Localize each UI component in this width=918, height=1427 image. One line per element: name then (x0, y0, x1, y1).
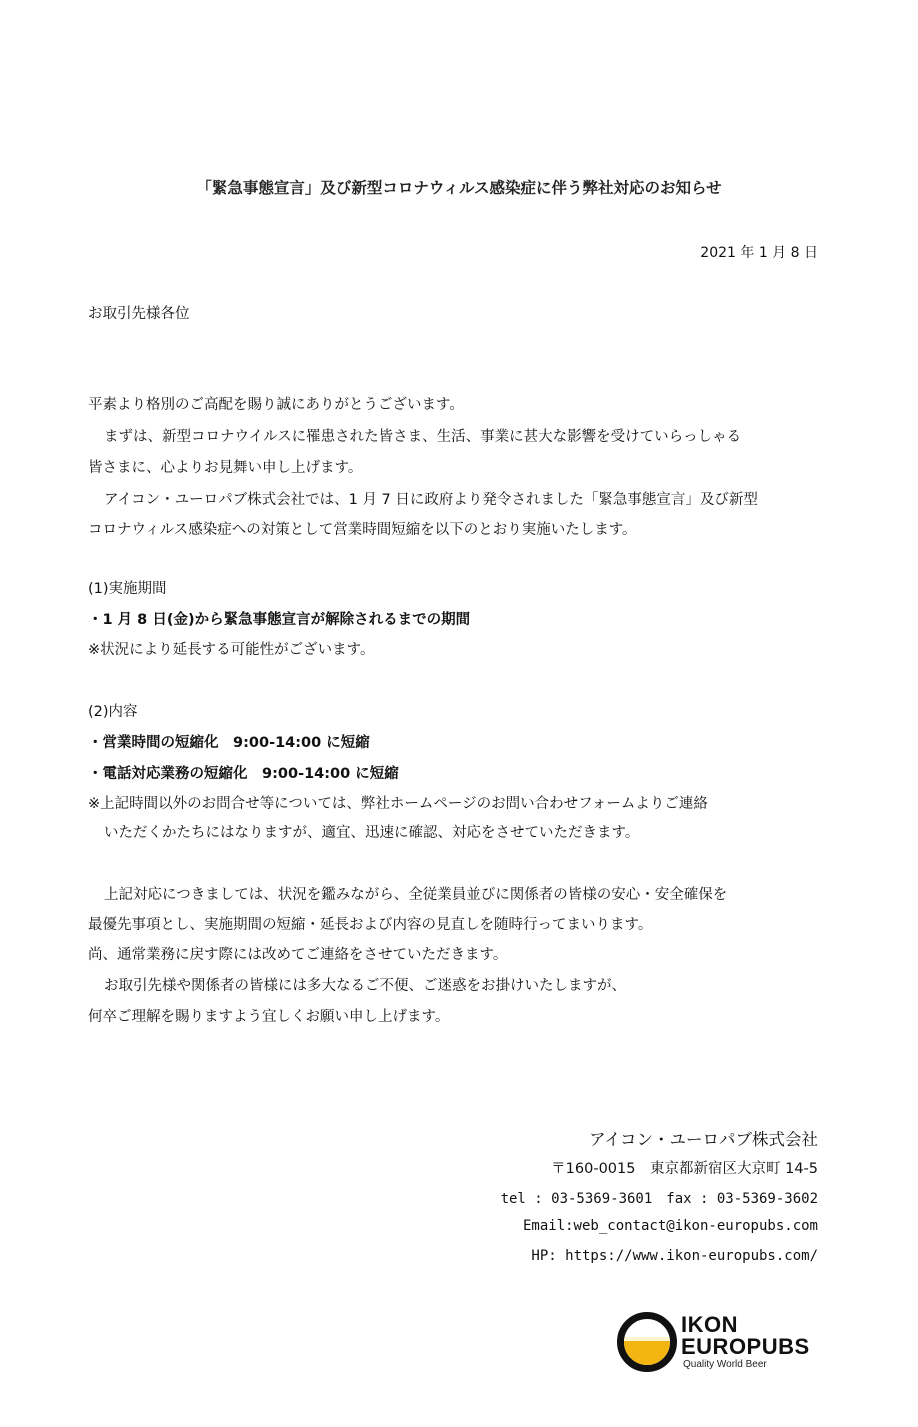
section2-heading: (2)内容 (88, 704, 138, 720)
section2-item-2: ・電話対応業務の短縮化 9:00-14:00 に短縮 (88, 766, 399, 782)
beer-glass-icon (617, 1312, 677, 1372)
intro-line-5: コロナウィルス感染症への対策として営業時間短縮を以下のとおり実施いたします。 (88, 522, 637, 538)
addressee: お取引先様各位 (88, 306, 190, 322)
closing-line-2: 最優先事項とし、実施期間の短縮・延長および内容の見直しを随時行ってまいります。 (88, 917, 653, 933)
intro-line-1: 平素より格別のご高配を賜り誠にありがとうございます。 (88, 397, 464, 413)
closing-line-1: 上記対応につきましては、状況を鑑みながら、全従業員並びに関係者の皆様の安心・安全確保を (104, 887, 728, 903)
logo-wordmark-line-2: EUROPUBS (681, 1334, 810, 1359)
closing-line-4: お取引先様や関係者の皆様には多大なるご不便、ご迷惑をお掛けいたしますが、 (104, 978, 626, 994)
sender-hp[interactable]: HP: https://www.ikon-europubs.com/ (531, 1248, 818, 1264)
sender-email[interactable]: Email:web_contact@ikon-europubs.com (522, 1218, 818, 1234)
logo-wordmark-line-1: IKON (681, 1312, 738, 1337)
closing-line-3: 尚、通常業務に戻す際には改めてご連絡をさせていただきます。 (88, 947, 508, 963)
page-title: 「緊急事態宣言」及び新型コロナウィルス感染症に伴う弊社対応のお知らせ (196, 179, 722, 197)
logo-tagline: Quality World Beer (683, 1359, 767, 1370)
issue-date: 2021 年 1 月 8 日 (700, 245, 818, 261)
intro-line-4: アイコン・ユーロパブ株式会社では、1 月 7 日に政府より発令されました「緊急事態宣言」及び新型 (104, 492, 758, 508)
section1-note: ※状況により延長する可能性がございます。 (88, 642, 375, 658)
sender-company: アイコン・ユーロパブ株式会社 (589, 1130, 818, 1149)
sender-address: 〒160-0015 東京都新宿区大京町 14-5 (551, 1161, 818, 1177)
section2-item-1: ・営業時間の短縮化 9:00-14:00 に短縮 (88, 735, 370, 751)
intro-line-2: まずは、新型コロナウイルスに罹患された皆さま、生活、事業に甚大な影響を受けていらっしゃる (104, 429, 742, 445)
sender-phone: tel : 03-5369-3601 fax : 03-5369-3602 (500, 1191, 818, 1207)
section1-item: ・1 月 8 日(金)から緊急事態宣言が解除されるまでの期間 (88, 612, 471, 628)
intro-line-3: 皆さまに、心よりお見舞い申し上げます。 (88, 460, 363, 476)
company-logo (617, 1312, 817, 1378)
closing-line-5: 何卒ご理解を賜りますよう宜しくお願い申し上げます。 (88, 1009, 450, 1025)
section2-note-2: いただくかたちにはなりますが、適宜、迅速に確認、対応をさせていただきます。 (104, 825, 640, 841)
section2-note-1: ※上記時間以外のお問合せ等については、弊社ホームページのお問い合わせフォームよりご連絡 (88, 796, 708, 812)
section1-heading: (1)実施期間 (88, 581, 167, 597)
